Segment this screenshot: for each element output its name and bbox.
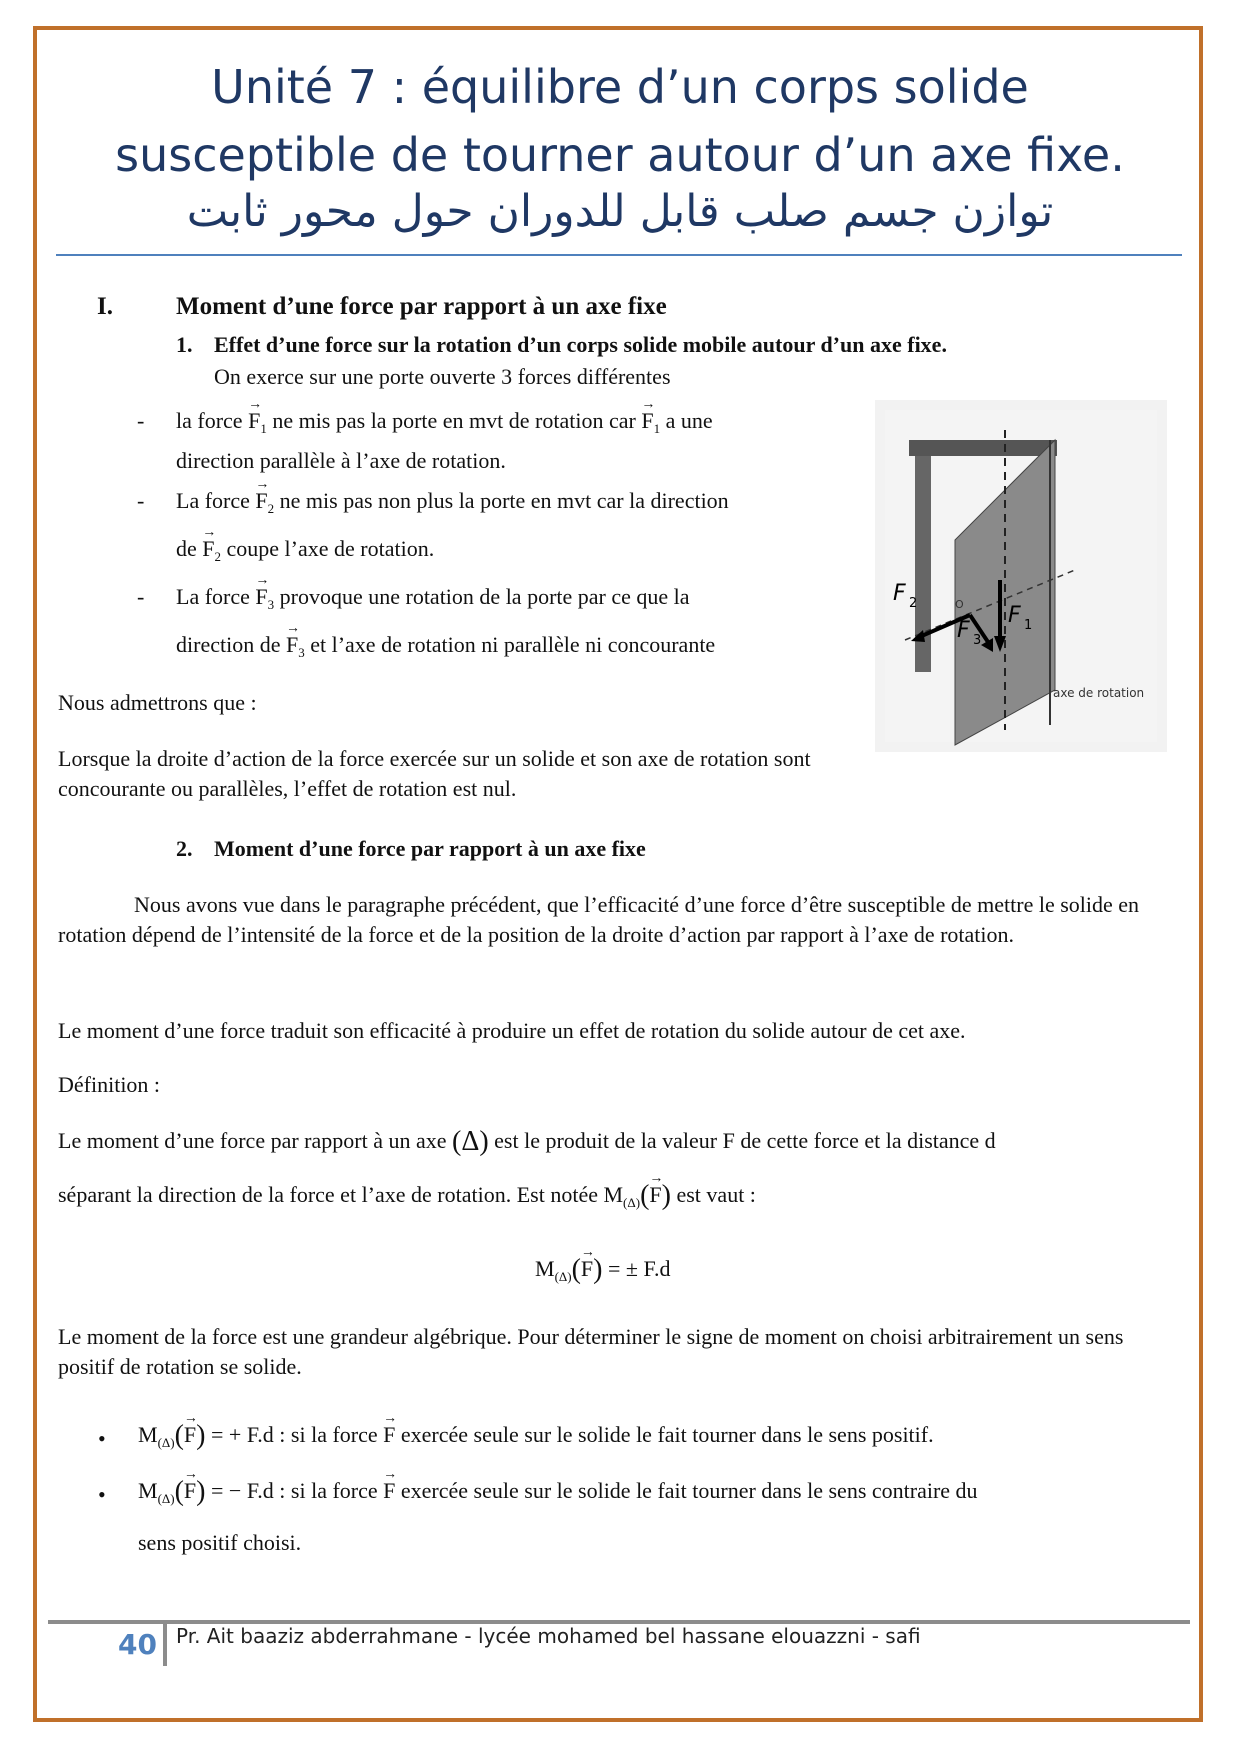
subsection-2-heading: Moment d’une force par rapport à un axe fixe <box>214 836 646 861</box>
subsection-1-intro: On exerce sur une porte ouverte 3 forces différentes <box>214 364 671 389</box>
page-frame <box>33 26 1203 1722</box>
paragraph-2: Le moment d’une force traduit son efficacité à produire un effet de rotation du solide autour de cet axe. <box>58 1018 966 1043</box>
item-1-line-1: la force → $F_1$ ne mis pas la porte en mvt de rotation car → $F_1$ a une <box>176 406 713 444</box>
label-F2-sub: 2 <box>909 596 918 611</box>
bullet-1: • <box>98 1426 106 1451</box>
definition-line-2: séparant la direction de la force et l’axe de rotation. Est notée $M_{(\Delta)}(\to F)$ est vaut : <box>58 1180 756 1218</box>
label-O: O <box>955 598 964 611</box>
admit-text: Lorsque la droite d’action de la force exercée sur un solide et son axe de rotation sont concourante ou parallèles, l’effet de rotation est nul. <box>58 746 811 801</box>
title-line-2: susceptible de tourner autour d’un axe fixe. <box>115 128 1125 182</box>
label-F3-sub: 3 <box>973 633 982 648</box>
footer-divider <box>163 1620 167 1666</box>
label-F2: F <box>893 581 906 606</box>
paragraph-3: Le moment de la force est une grandeur algébrique. Pour déterminer le signe de moment on choisi arbitrairement un sens positif de rotation se solide. <box>58 1324 1124 1379</box>
page-number: 40 <box>118 1628 157 1661</box>
door-frame-top <box>909 440 1057 456</box>
definition-label: Définition : <box>58 1072 161 1097</box>
moment-formula: $M_{(\Delta)}(\to F)$ = ± F.d <box>535 1254 670 1292</box>
title-line-1: Unité 7 : équilibre d’un corps solide <box>211 60 1029 114</box>
label-F1-sub: 1 <box>1024 618 1033 633</box>
section-heading: Moment d’une force par rapport à un axe fixe <box>176 293 667 320</box>
vector-F2: → $F_2$ <box>255 486 274 524</box>
vector-F1: → $F_1$ <box>641 406 660 444</box>
label-F1: F <box>1008 603 1021 628</box>
delta-symbol: (Δ) <box>452 1126 489 1157</box>
bullet-dash: - <box>137 584 145 609</box>
door-diagram <box>875 400 1167 752</box>
footer-author: Pr. Ait baaziz abderrahmane - lycée mohamed bel hassane elouazzni - safi <box>176 1624 921 1648</box>
bullet-2-text: $M_{(\Delta)}(\to F)$ = − F.d : si la force → F exercée seule sur le solide le fait tourner dans le sens contraire du <box>138 1476 978 1514</box>
vector-F1: → $F_1$ <box>248 406 267 444</box>
label-F3: F <box>957 618 970 643</box>
paragraph-1: Nous avons vue dans le paragraphe précédent, que l’efficacité d’une force d’être susceptible de mettre le solide en rotation dépend de l’intensité de la force et de la position de la droite d’action par rapport à l’axe de rotation. <box>58 892 1140 947</box>
item-2-line-1: La force → $F_2$ ne mis pas non plus la porte en mvt car la direction <box>176 486 729 524</box>
bullet-dash: - <box>137 488 145 513</box>
title-arabic: توازن جسم صلب قابل للدوران حول محور ثابت <box>186 186 1054 237</box>
bullet-2-continuation: sens positif choisi. <box>138 1530 302 1555</box>
section-number: I. <box>97 293 113 320</box>
bullet-dash: - <box>137 408 145 433</box>
admit-label: Nous admettrons que : <box>58 690 257 715</box>
bullet-2: • <box>98 1482 106 1507</box>
title-rule <box>56 254 1182 256</box>
item-3-line-2: direction de → $F_3$ et l’axe de rotation ni parallèle ni concourante <box>176 630 715 668</box>
subsection-1-number: 1. <box>176 332 193 357</box>
item-1-line-2: direction parallèle à l’axe de rotation. <box>176 448 506 473</box>
vector-F2: → $F_2$ <box>202 534 221 572</box>
item-3-line-1: La force → $F_3$ provoque une rotation de la porte par ce que la <box>176 582 690 620</box>
definition-line-1: Le moment d’une force par rapport à un axe (Δ) est le produit de la valeur F de cette force et la distance d <box>58 1126 996 1157</box>
vector-F3: → $F_3$ <box>286 630 305 668</box>
item-2-line-2: de → $F_2$ coupe l’axe de rotation. <box>176 534 434 572</box>
moment-notation: $M_{(\Delta)}(\to F)$ <box>603 1182 671 1207</box>
bullet-1-text: $M_{(\Delta)}(\to F)$ = + F.d : si la force → F exercée seule sur le solide le fait tourner dans le sens positif. <box>138 1420 934 1458</box>
door-rotation-figure <box>875 400 1167 752</box>
subsection-2-number: 2. <box>176 836 193 861</box>
vector-F3: → $F_3$ <box>255 582 274 620</box>
label-axe-de-rotation: axe de rotation <box>1053 686 1145 700</box>
subsection-1-heading: Effet d’une force sur la rotation d’un corps solide mobile autour d’un axe fixe. <box>214 332 947 357</box>
